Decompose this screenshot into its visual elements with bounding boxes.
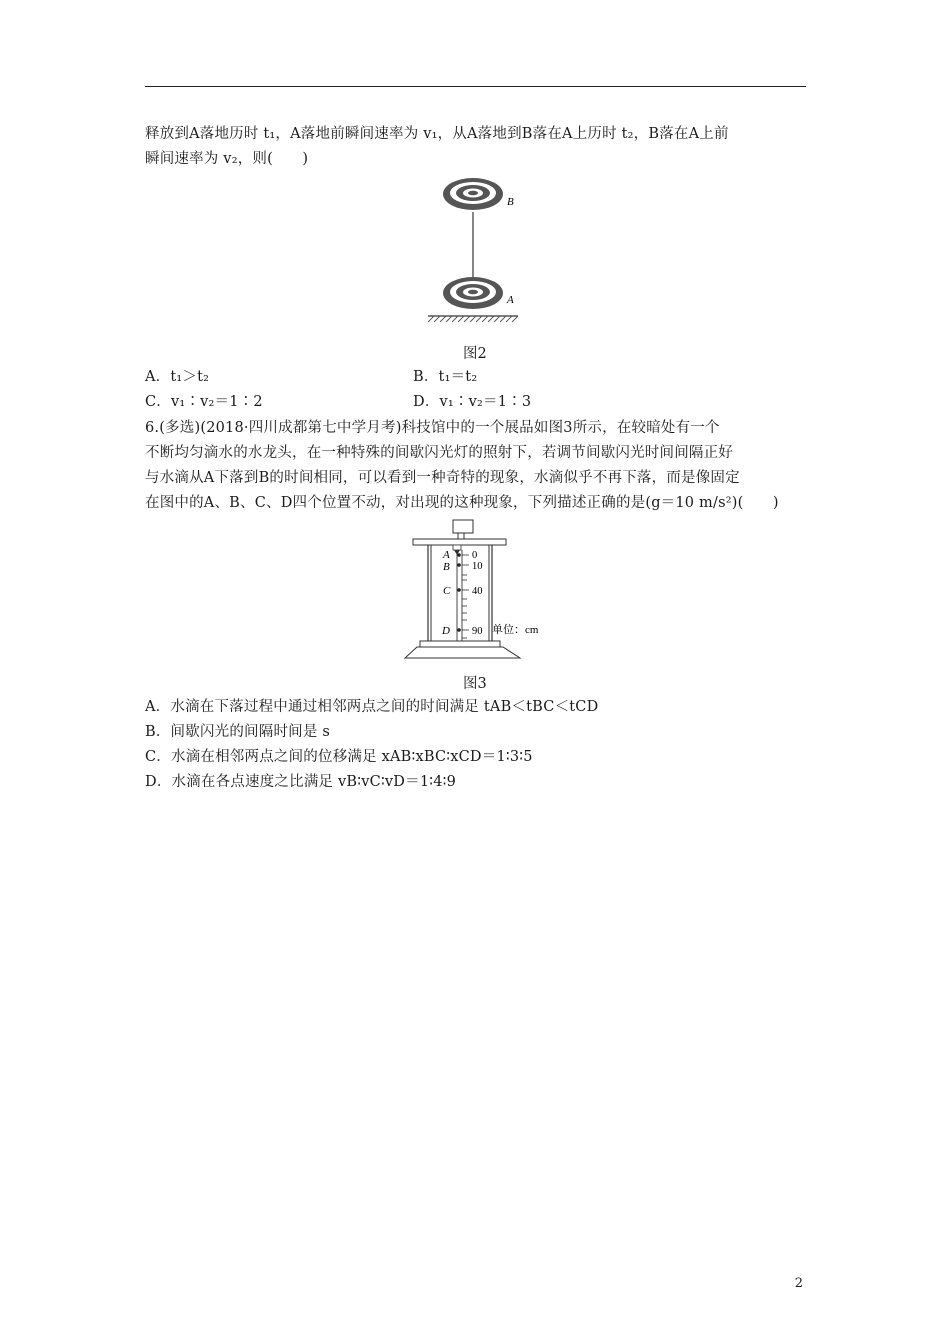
q6-option-d: D．水滴在各点速度之比满足 vB∶vC∶vD＝1∶4∶9 bbox=[145, 774, 457, 790]
label-point-d: D bbox=[442, 625, 450, 637]
scale-40: 40 bbox=[472, 586, 483, 597]
scale-10: 10 bbox=[472, 561, 483, 572]
magnet-b bbox=[443, 178, 503, 210]
q6-text-line1: 6.(多选)(2018·四川成都第七中学月考)科技馆中的一个展品如图3所示，在较暗处有一个 bbox=[145, 420, 720, 436]
unit-label: 单位：cm bbox=[492, 624, 539, 636]
scale-90: 90 bbox=[472, 626, 483, 637]
q6-option-b: B．间歇闪光的间隔时间是 s bbox=[145, 724, 331, 740]
q5-text-line2: 瞬间速率为 v₂，则( ) bbox=[145, 151, 309, 167]
label-point-c: C bbox=[443, 585, 451, 597]
figure-2-caption: 图2 bbox=[463, 346, 487, 362]
magnet-a bbox=[443, 277, 503, 309]
header-rule bbox=[145, 86, 806, 87]
figure-2-magnets bbox=[420, 172, 530, 327]
figure-3-apparatus bbox=[400, 517, 560, 665]
q6-text-line2: 不断均匀滴水的水龙头，在一种特殊的间歇闪光灯的照射下，若调节间歇闪光时间间隔正好 bbox=[145, 445, 733, 461]
page-number: 2 bbox=[794, 1276, 803, 1291]
q5-text-line1: 释放到A落地历时 t₁，A落地前瞬间速率为 v₁，从A落地到B落在A上历时 t₂，B落在A上前 bbox=[145, 126, 729, 142]
q6-text-line3: 与水滴从A下落到B的时间相同，可以看到一种奇特的现象，水滴似乎不再下落，而是像固定 bbox=[145, 470, 740, 486]
label-point-a: A bbox=[443, 549, 450, 561]
label-point-b: B bbox=[443, 561, 450, 573]
q6-text-line4: 在图中的A、B、C、D四个位置不动，对出现的这种现象，下列描述正确的是(g＝10 m/s²)( ) bbox=[145, 495, 779, 511]
q5-option-a: A．t₁＞t₂ bbox=[145, 369, 210, 385]
q5-option-c: C．v₁∶v₂＝1∶2 bbox=[145, 394, 263, 410]
q6-option-c: C．水滴在相邻两点之间的位移满足 xAB∶xBC∶xCD＝1∶3∶5 bbox=[145, 749, 533, 765]
q5-option-b: B．t₁＝t₂ bbox=[413, 369, 478, 385]
label-b: B bbox=[507, 196, 514, 208]
label-a: A bbox=[507, 294, 514, 306]
scale-0: 0 bbox=[472, 550, 478, 561]
q5-option-d: D．v₁∶v₂＝1∶3 bbox=[413, 394, 532, 410]
q6-option-a: A．水滴在下落过程中通过相邻两点之间的时间满足 tAB＜tBC＜tCD bbox=[145, 699, 599, 715]
figure-3-caption: 图3 bbox=[463, 676, 487, 692]
